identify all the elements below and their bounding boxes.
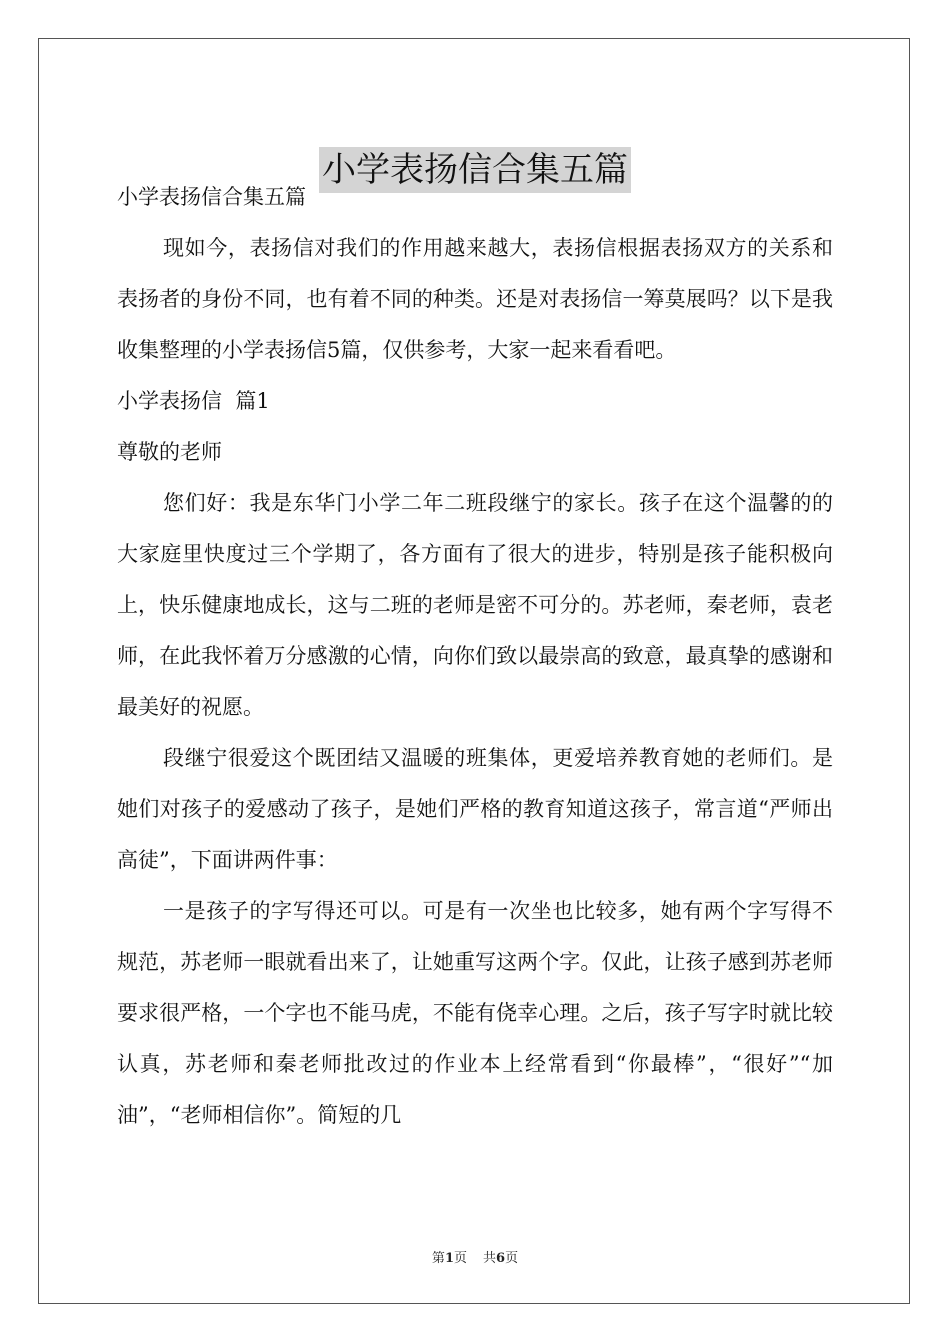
paragraph: 小学表扬信合集五篇: [117, 185, 306, 209]
total-pages: 6: [496, 1251, 506, 1266]
page-footer: [0, 1247, 950, 1266]
page-prefix: 第: [431, 1251, 445, 1266]
paragraph: 一是孩子的字写得还可以。可是有一次坐也比较多，她有两个字写得不规范，苏老师一眼就看出来了，让她重写这两个字。仅此，让孩子感到苏老师要求很严格，一个字也不能马虎，不能有侥幸心理。之后，孩子写字时就比较认真，苏老师和秦老师批改过的作业本上经常看到“你最棒”，“很好”“加油”，“老师相信你”。简短的几: [117, 899, 833, 1127]
document-title: 小学表扬信合集五篇: [319, 147, 631, 193]
paragraph: 现如今，表扬信对我们的作用越来越大，表扬信根据表扬双方的关系和表扬者的身份不同，也有着不同的种类。还是对表扬信一筹莫展吗？以下是我收集整理的小学表扬信5篇，仅供参考，大家一起来看看吧。: [117, 236, 833, 362]
paragraph: 您们好：我是东华门小学二年二班段继宁的家长。孩子在这个温馨的的大家庭里快度过三个学期了，各方面有了很大的进步，特别是孩子能积极向上，快乐健康地成长，这与二班的老师是密不可分的。苏老师，秦老师，袁老师，在此我怀着万分感激的心情，向你们致以最崇高的致意，最真挚的感谢和最美好的祝愿。: [117, 491, 833, 719]
section-heading: 小学表扬信 篇1: [117, 389, 270, 413]
paragraph: 段继宁很爱这个既团结又温暖的班集体，更爱培养教育她的老师们。是她们对孩子的爱感动了孩子，是她们严格的教育知道这孩子，常言道“严师出高徒”，下面讲两件事：: [117, 746, 833, 872]
page-suffix: 页: [453, 1251, 467, 1266]
salutation: 尊敬的老师: [117, 440, 222, 464]
total-prefix: 共: [483, 1251, 497, 1266]
document-body: [117, 172, 833, 1141]
total-suffix: 页: [505, 1251, 519, 1266]
page-number: 1: [444, 1251, 454, 1266]
